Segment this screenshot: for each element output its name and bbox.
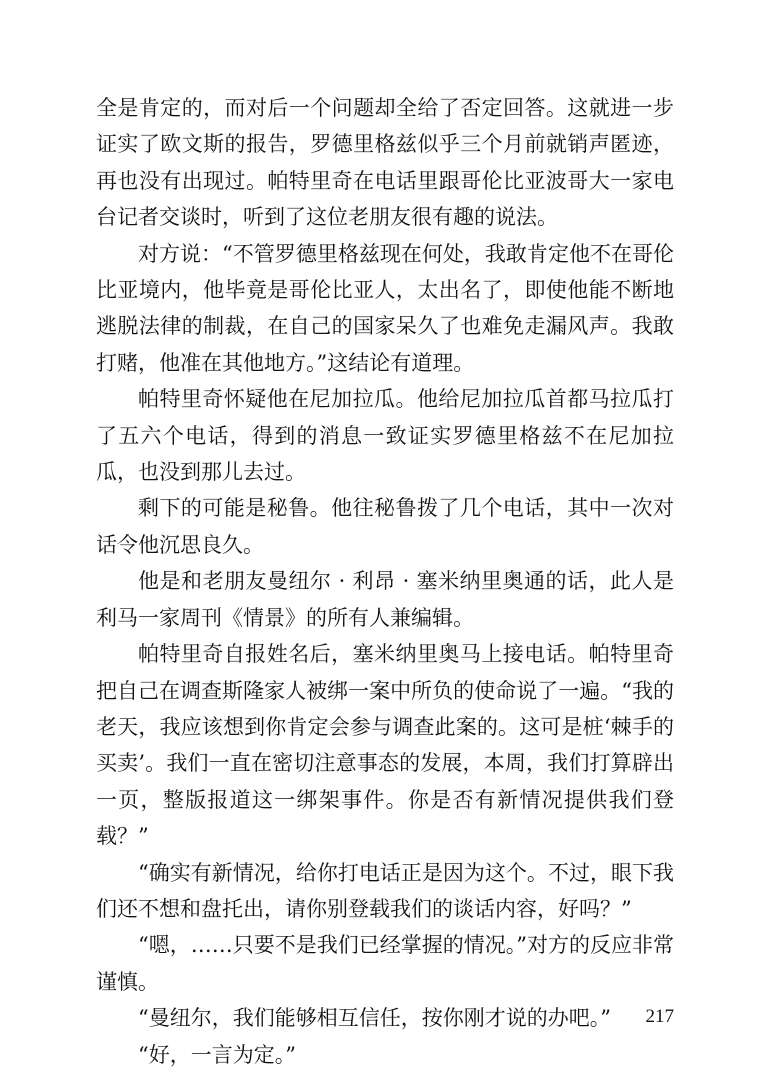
paragraph: 对方说：“不管罗德里格兹现在何处，我敢肯定他不在哥伦比亚境内，他毕竟是哥伦比亚人，太出名了，即使他能不断地逃脱法律的制裁，在自己的国家呆久了也难免走漏风声。我敢打赌，他准在其他地方。”这结论有道理。: [96, 241, 674, 375]
paragraph: 他是和老朋友曼纽尔 · 利昂 · 塞米纳里奥通的话，此人是利马一家周刊《情景》的所有人兼编辑。: [96, 569, 674, 630]
paragraph: 帕特里奇自报姓名后，塞米纳里奥马上接电话。帕特里奇把自己在调查斯隆家人被绑一案中所负的使命说了一遍。“我的老天，我应该想到你肯定会参与调查此案的。这可是桩‘棘手的买卖’。我们一直在密切注意事态的发展，本周，我们打算辟出一页，整版报道这一绑架事件。你是否有新情况提供我们登载？”: [96, 642, 674, 849]
paragraph: “好，一言为定。”: [138, 1042, 296, 1067]
body-text: [96, 90, 674, 1073]
paragraph: “嗯，……只要不是我们已经掌握的情况。”对方的反应非常谨慎。: [96, 933, 674, 994]
paragraph: 帕特里奇怀疑他在尼加拉瓜。他给尼加拉瓜首都马拉瓜打了五六个电话，得到的消息一致证实罗德里格兹不在尼加拉瓜，也没到那儿去过。: [96, 387, 674, 485]
page-number: 217: [645, 1006, 674, 1027]
paragraph-continued: 全是肯定的，而对后一个问题却全给了否定回答。这就进一步证实了欧文斯的报告，罗德里格兹似乎三个月前就销声匿迹，再也没有出现过。帕特里奇在电话里跟哥伦比亚波哥大一家电台记者交谈时，听到了这位老朋友很有趣的说法。: [96, 96, 674, 230]
paragraph: “曼纽尔，我们能够相互信任，按你刚才说的办吧。”: [138, 1006, 611, 1031]
paragraph: “确实有新情况，给你打电话正是因为这个。不过，眼下我们还不想和盘托出，请你别登载我们的谈话内容，好吗？”: [96, 860, 674, 921]
paragraph: 剩下的可能是秘鲁。他往秘鲁拨了几个电话，其中一次对话令他沉思良久。: [96, 496, 674, 557]
